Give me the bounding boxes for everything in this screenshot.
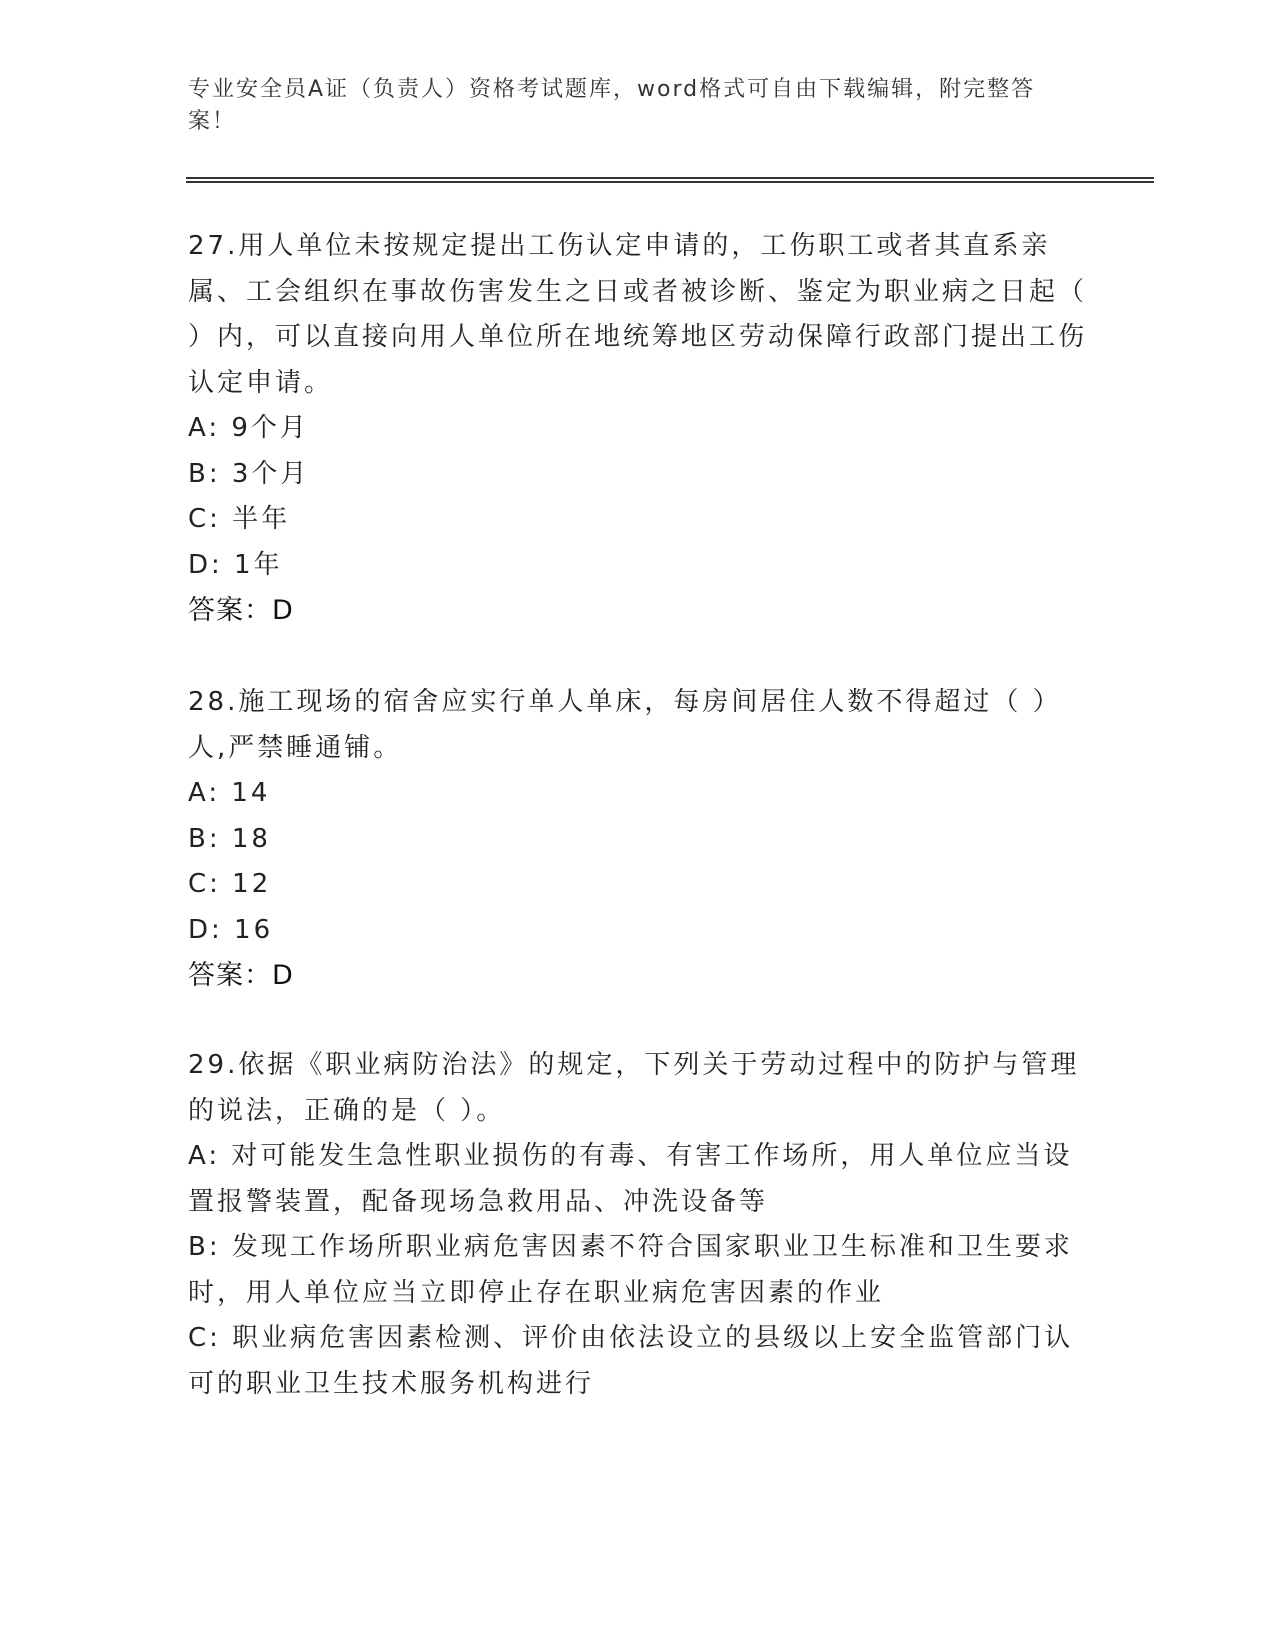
question-stem: 28.施工现场的宿舍应实行单人单床，每房间居住人数不得超过（ ）人,严禁睡通铺。 (188, 687, 1062, 763)
option-a: A: 9个月 (188, 413, 309, 443)
answer-label: 答案：D (188, 595, 294, 626)
option-a: A: 14 (188, 778, 271, 808)
option-c: C: 职业病危害因素检测、评价由依法设立的县级以上安全监管部门认可的职业卫生技术服务机构进行 (188, 1323, 1074, 1399)
answer-label: 答案：D (188, 960, 294, 991)
question-stem: 27.用人单位未按规定提出工伤认定申请的，工伤职工或者其直系亲属、工会组织在事故伤害发生之日或者被诊断、鉴定为职业病之日起（ ）内，可以直接向用人单位所在地统筹地区劳动保障行政部门提出工伤认定申请。 (188, 231, 1088, 398)
option-b: B: 3个月 (188, 458, 310, 489)
option-b: B: 发现工作场所职业病危害因素不符合国家职业卫生标准和卫生要求时，用人单位应当立即停止存在职业病危害因素的作业 (188, 1232, 1073, 1308)
option-c: C: 半年 (188, 504, 291, 534)
question-27 (188, 224, 1088, 634)
option-d: D: 1年 (188, 549, 283, 580)
option-a: A: 对可能发生急性职业损伤的有毒、有害工作场所，用人单位应当设置报警装置，配备现场急救用品、冲洗设备等 (188, 1141, 1073, 1217)
header-divider (186, 177, 1154, 183)
option-c: C: 12 (188, 869, 272, 899)
document-header-title: 专业安全员A证（负责人）资格考试题库，word格式可自由下载编辑，附完整答案！ (188, 77, 1036, 134)
question-29 (188, 1043, 1088, 1407)
option-d: D: 16 (188, 914, 274, 945)
question-28 (188, 680, 1088, 999)
option-b: B: 18 (188, 823, 271, 854)
question-stem: 29.依据《职业病防治法》的规定，下列关于劳动过程中的防护与管理的说法，正确的是（ ）。 (188, 1050, 1080, 1126)
